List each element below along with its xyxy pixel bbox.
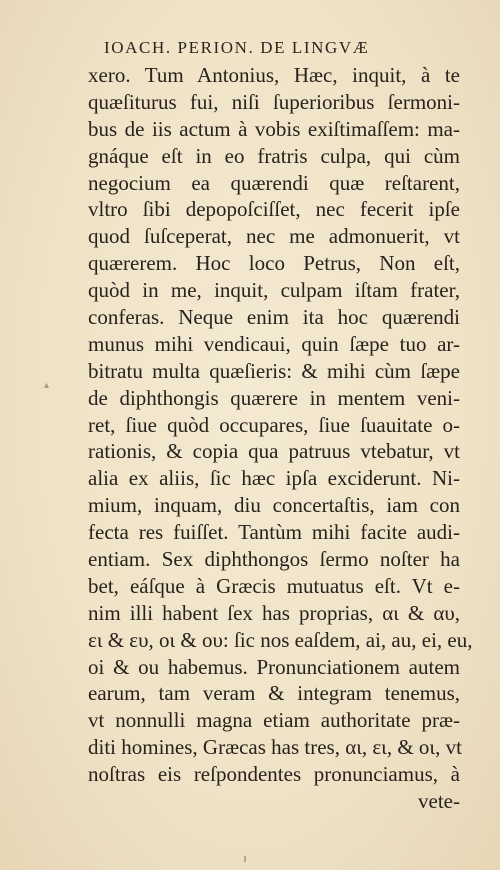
- text-line: xero. Tum Antonius, Hæc, inquit, à te: [88, 63, 460, 87]
- text-line: conferas. Neque enim ita hoc quærendi: [88, 305, 460, 330]
- catchword: vete-: [418, 789, 460, 814]
- text-line: quod ſuſceperat, nec me admonuerit, vt: [88, 224, 460, 249]
- running-head: IOACH. PERION. DE LINGVÆ: [104, 38, 370, 57]
- text-line: quærerem. Hoc loco Petrus, Non eſt,: [88, 251, 460, 276]
- text-block: [88, 62, 473, 815]
- text-line: mium, inquam, diu concertaſtis, iam con: [88, 493, 460, 518]
- text-line: nim illi habent ſex has proprias, αι & αυ,: [88, 600, 460, 625]
- text-line: fecta res fuiſſet. Tantùm mihi facite audi-: [88, 520, 460, 545]
- text-line: quòd in me, inquit, culpam iſtam frater,: [88, 278, 460, 303]
- text-line: munus mihi vendicaui, quin ſæpe tuo ar-: [88, 331, 460, 356]
- text-line: bitratu multa quæſieris: & mihi cùm ſæpe: [88, 358, 460, 383]
- text-line: ret, ſiue quòd occupares, ſiue ſuauitate o-: [88, 412, 460, 437]
- text-line: negocium ea quærendi quæ reſtarent,: [88, 170, 460, 195]
- text-line: alia ex aliis, ſic hæc ipſa exciderunt. Ni-: [88, 466, 460, 491]
- margin-mark: ▴: [44, 380, 50, 391]
- page-edge-mark: [244, 856, 246, 862]
- text-line: de diphthongis quærere in mentem veni-: [88, 385, 460, 410]
- text-line: rationis, & copia qua patruus vtebatur, vt: [88, 439, 460, 464]
- text-line: bus de iis actum à vobis exiſtimaſſem: ma-: [88, 116, 460, 141]
- text-line: ει & ευ, οι & ου: ſic nos eaſdem, ai, au, ei, eu,: [88, 627, 473, 652]
- text-line: gnáque eſt in eo fratris culpa, qui cùm: [88, 143, 460, 168]
- text-line: earum, tam veram & integram tenemus,: [88, 681, 460, 706]
- text-line: vt nonnulli magna etiam authoritate præ-: [88, 708, 460, 733]
- text-line: bet, eáſque à Græcis mutuatus eſt. Vt e-: [88, 573, 460, 598]
- text-line: entiam. Sex diphthongos ſermo noſter ha: [88, 547, 460, 572]
- text-line: quæſiturus fui, niſi ſuperioribus ſermoni-: [88, 89, 460, 114]
- text-line: vltro ſibi depopoſciſſet, nec fecerit ipſe: [88, 197, 460, 222]
- text-line: oi & ou habemus. Pronunciationem autem: [88, 654, 460, 679]
- text-line: noſtras eis reſpondentes pronunciamus, à: [88, 762, 460, 787]
- text-line: diti homines, Græcas has tres, αι, ει, & οι, vt: [88, 735, 462, 760]
